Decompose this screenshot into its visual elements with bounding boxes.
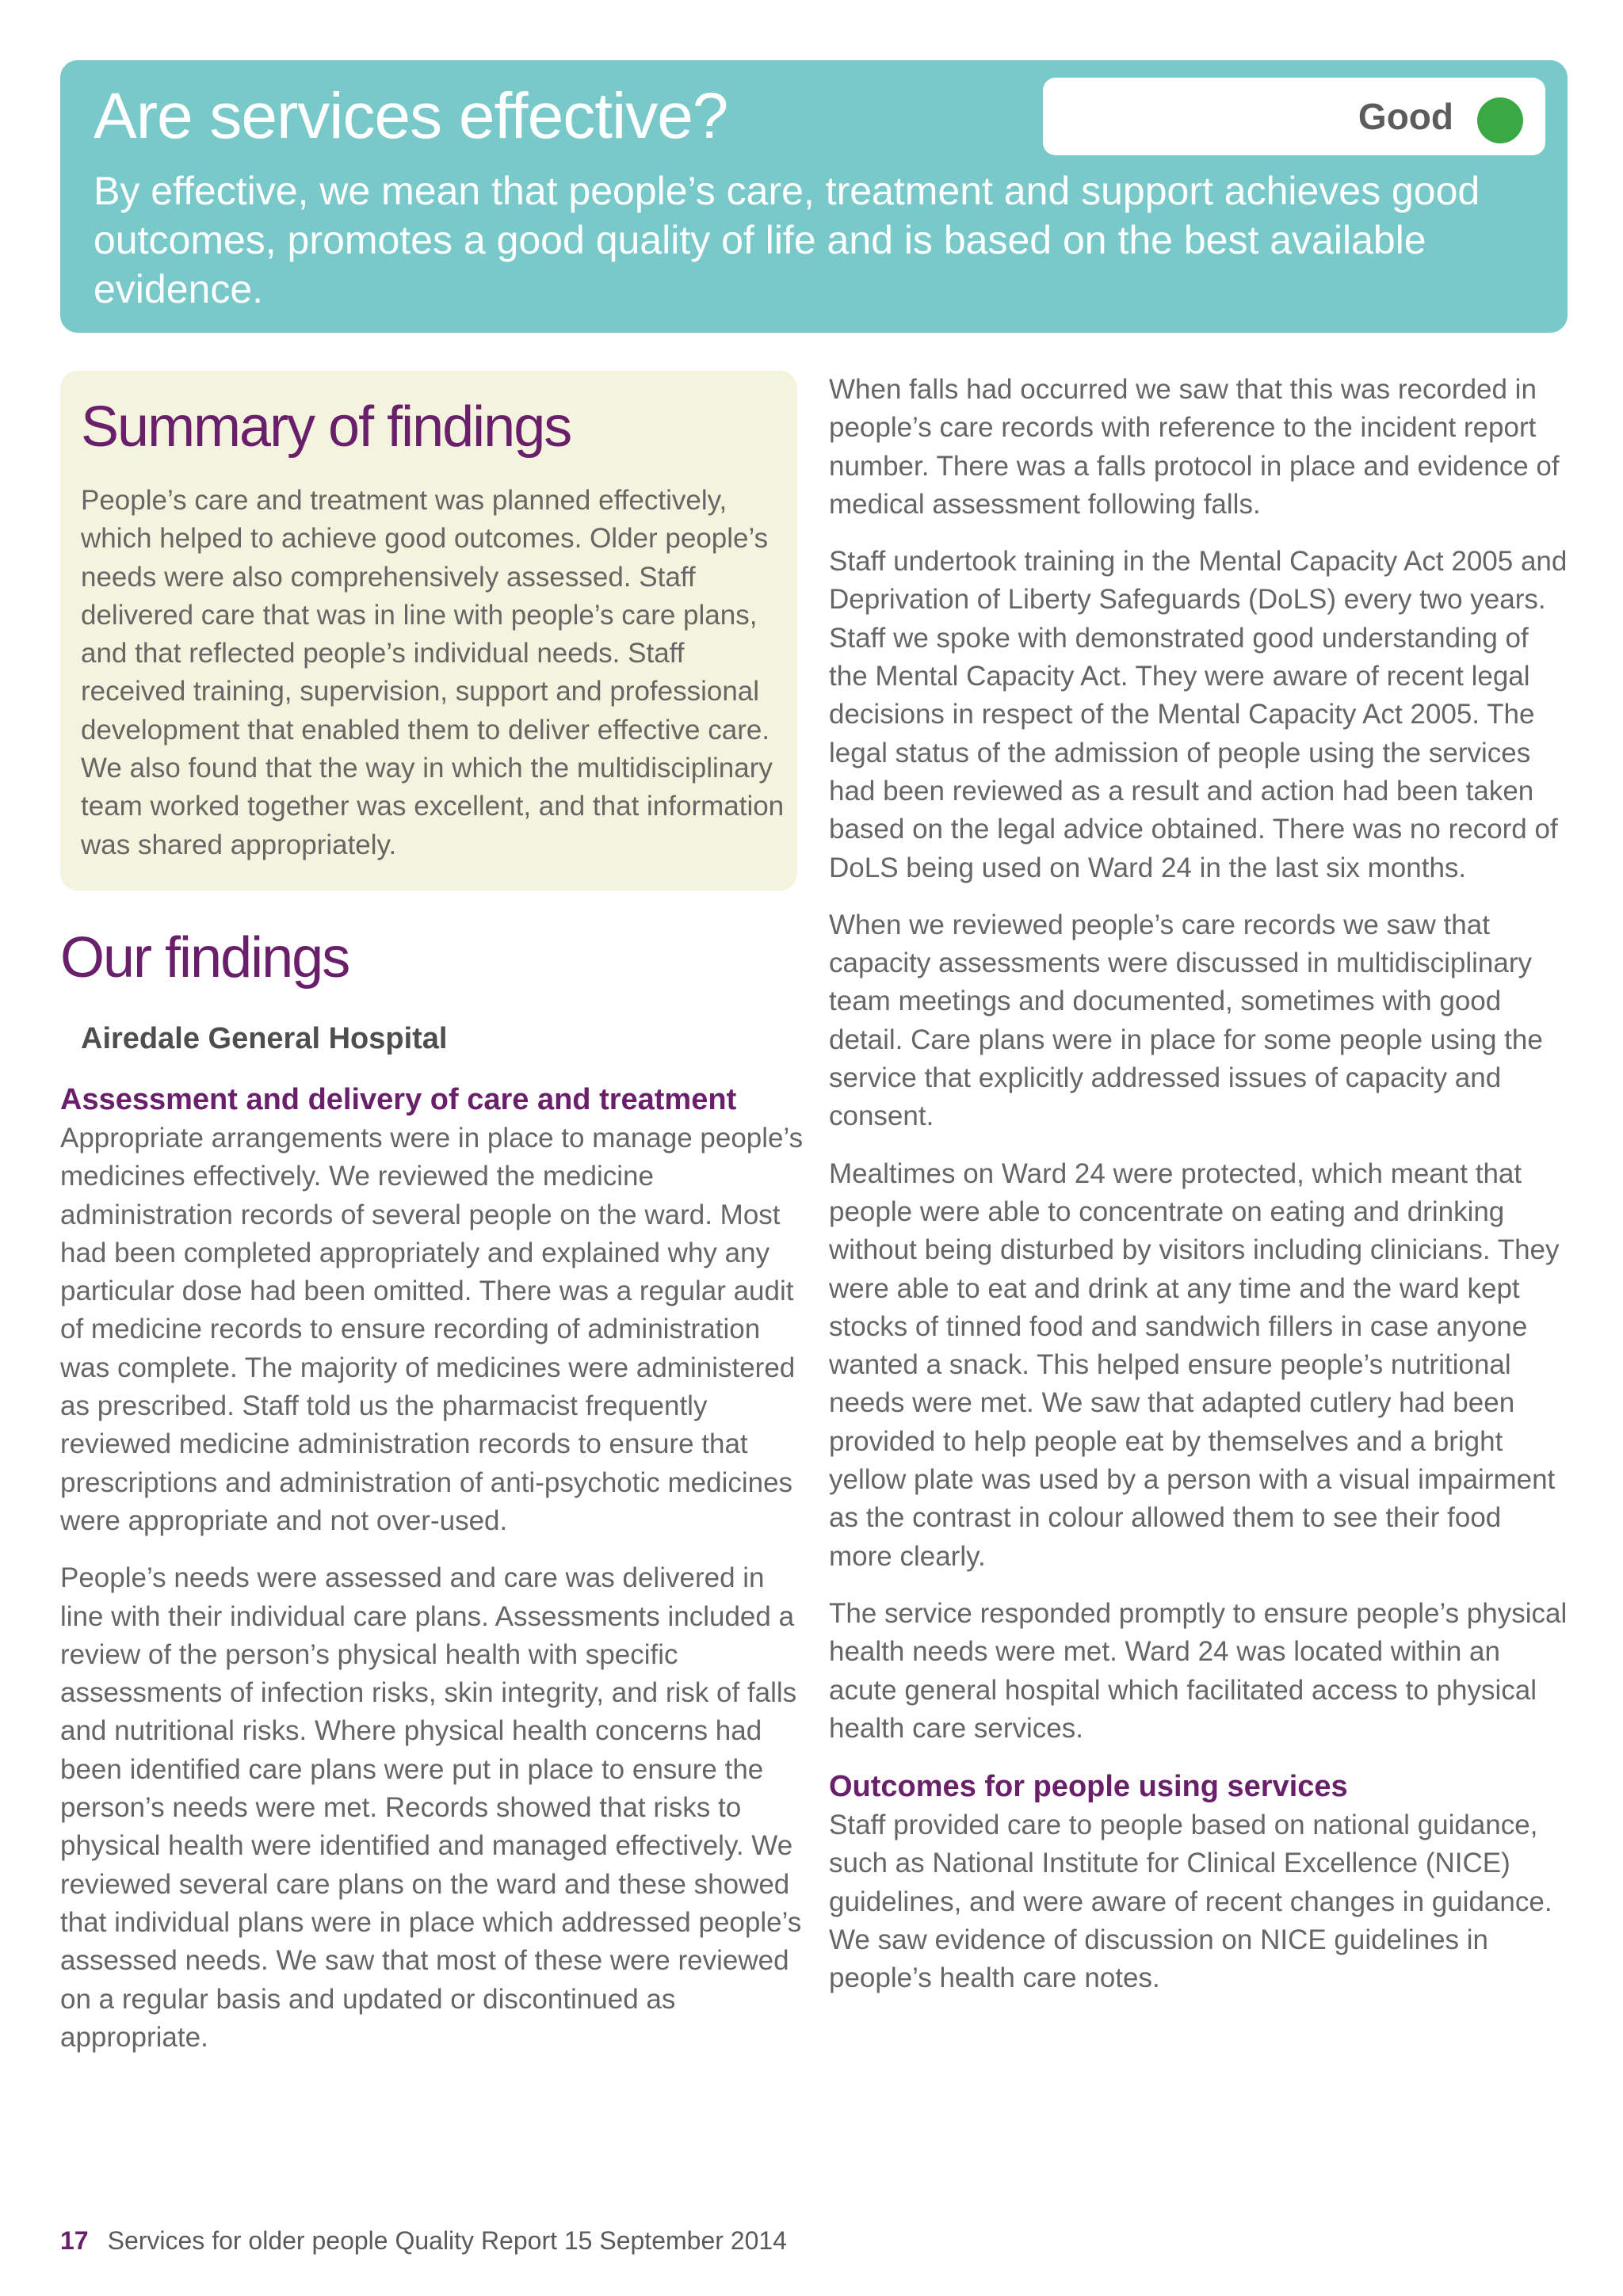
effectiveness-banner	[60, 60, 1568, 333]
summary-box	[60, 371, 797, 891]
hospital-name: Airedale General Hospital	[81, 1022, 448, 1055]
banner-description: By effective, we mean that people’s care, treatment and support achieves good outcomes, promotes a good quality of life and is based on the best available evidence.	[94, 169, 1480, 311]
paragraph: Mealtimes on Ward 24 were protected, which meant that people were able to concentrate on eating and drinking without being disturbed by visitors including clinicians. They were able to eat and drink at any time and the ward kept stocks of tinned food and sandwich fillers in case anyone wanted a snack. This helped ensure people’s nutritional needs were met. We saw that adapted cutlery had been provided to help people eat by themselves and a bright yellow plate was used by a person with a visual impairment as the contrast in colour allowed them to see their food more clearly.	[829, 1158, 1560, 1572]
left-column	[60, 1080, 805, 2076]
paragraph: The service responded promptly to ensure people’s physical health needs were met. Ward 24 was located within an acute general hospital which facilitated access to physical health care services.	[829, 1597, 1568, 1744]
summary-text: People’s care and treatment was planned effectively, which helped to achieve good outcomes. Older people’s needs were also comprehensively assessed. Staff delivered care that was in line with people’s care plans, and that reflected people’s individual needs. Staff received training, supervision, support and professional development that enabled them to deliver effective care. We also found that the way in which the multidisciplinary team worked together was excellent, and that information was shared appropriately.	[81, 485, 785, 860]
paragraph: People’s needs were assessed and care was delivered in line with their individual care plans. Assessments included a review of the person’s physical health with specific assessments of infection risks, skin integrity, and risk of falls and nutritional risks. Where physical health concerns had been identified care plans were put in place to ensure the person’s needs were met. Records showed that risks to physical health were identified and managed effectively. We reviewed several care plans on the ward and these showed that individual plans were in place which addressed people’s assessed needs. We saw that most of these were reviewed on a regular basis and updated or discontinued as appropriate.	[60, 1562, 802, 2053]
rating-badge	[1043, 78, 1545, 155]
paragraph: Staff undertook training in the Mental Capacity Act 2005 and Deprivation of Liberty Safeguards (DoLS) every two years. Staff we spoke with demonstrated good understanding of the Mental Capacity Act. They were aware of recent legal decisions in respect of the Mental Capacity Act 2005. The legal status of the admission of people using the services had been reviewed as a result and action had been taken based on the legal advice obtained. There was no record of DoLS being used on Ward 24 in the last six months.	[829, 546, 1568, 883]
findings-title: Our findings	[60, 926, 349, 990]
rating-label: Good	[1358, 96, 1453, 137]
section-heading-outcomes: Outcomes for people using services	[829, 1770, 1348, 1804]
paragraph: Appropriate arrangements were in place to manage people’s medicines effectively. We reviewed the medicine administration records of several people on the ward. Most had been completed appropriately and explained why any particular dose had been omitted. There was a regular audit of medicine records to ensure recording of administration was complete. The majority of medicines were administered as prescribed. Staff told us the pharmacist frequently reviewed medicine administration records to ensure that prescriptions and administration of anti-psychotic medicines were appropriate and not over-used.	[60, 1123, 804, 1536]
paragraph: Staff provided care to people based on national guidance, such as National Institute for Clinical Excellence (NICE) guidelines, and were aware of recent changes in guidance. We saw evidence of discussion on NICE guidelines in people’s health care notes.	[829, 1810, 1552, 1994]
right-column	[829, 371, 1571, 2017]
banner-title: Are services effective?	[94, 80, 728, 152]
paragraph: When we reviewed people’s care records we saw that capacity assessments were discussed in multidisciplinary team meetings and documented, sometimes with good detail. Care plans were in place for some people using the service that explicitly addressed issues of capacity and consent.	[829, 909, 1543, 1132]
summary-title: Summary of findings	[81, 395, 571, 459]
page-footer	[60, 2226, 787, 2256]
paragraph: When falls had occurred we saw that this was recorded in people’s care records with reference to the incident report number. There was a falls protocol in place and evidence of medical assessment following falls.	[829, 374, 1560, 520]
section-heading-assessment: Assessment and delivery of care and treatment	[60, 1083, 737, 1116]
footer-text: Services for older people Quality Report 15 September 2014	[107, 2226, 787, 2255]
page-number: 17	[60, 2226, 89, 2255]
rating-dot-icon	[1477, 97, 1523, 143]
